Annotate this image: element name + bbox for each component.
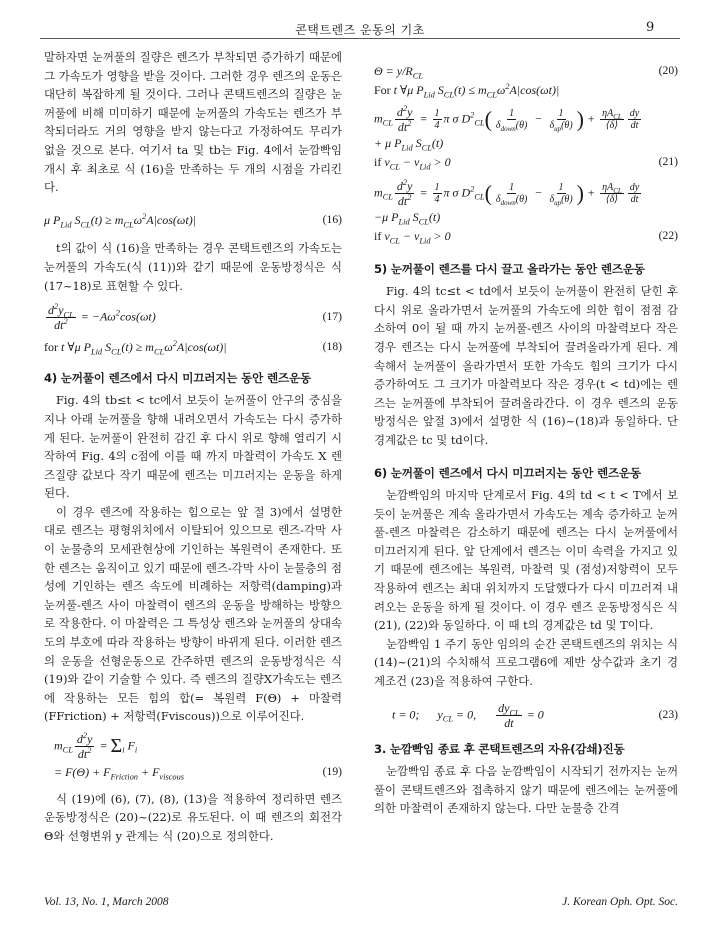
paragraph: 눈깜빡임 종료 후 다음 눈깜빡임이 시작되기 전까지는 눈꺼풀이 콘택트렌즈와 접촉하지 않기 때문에 렌즈에는 눈꺼풀에 의한 마찰력이 존재하지 않는다. 다만 눈물층 간격: [374, 764, 678, 816]
paragraph: 말하자면 눈꺼풀의 질량은 렌즈가 부착되면 증가하기 때문에 그 가속도가 영향을 받을 것이다. 그러한 경우 렌즈의 운동은 대단히 복잡하게 될 것이다. 그러나 콘택트렌즈의 질량은 눈꺼풀에 비해 미미하기 때문에 눈꺼풀의 가속도는 렌즈가 부착되더라도 거의 영향을 받지 않는다고 가정하여도 무리가 없을 것으로 본다. 여기서 ta 및 tb는 Fig. 4에서 눈깜빡임 개시 후 최초로 식 (16)을 만족하는 두 개의 시점을 가리킨다.: [44, 50, 342, 195]
equation-number: (17): [322, 310, 342, 324]
header-rule: [40, 38, 680, 39]
section-heading: 6) 눈꺼풀이 렌즈에서 다시 미끄러지는 동안 렌즈운동: [374, 465, 641, 480]
equation-number: (16): [322, 212, 342, 226]
equation-body: + μ $P_{Lid}$ $S_{CL}(t)$: [374, 136, 444, 153]
equation-22: [374, 227, 678, 246]
equation-body: $m_{CL}$ $\frac{d^2y}{dt^2}$ = $\Sigma_i$ $F_i$: [54, 731, 138, 761]
equation-16: [44, 211, 342, 230]
equation-23: [374, 701, 678, 730]
equation-body: μ $P_{Lid}$ $S_{CL}(t) \ge m_{CL}\omega^2A|\cos(\omega t)|$: [44, 211, 197, 230]
equation-21-friction: [374, 134, 678, 153]
equation-20-condition: [374, 81, 678, 100]
equation-body: t = 0; $y_{CL} = 0$, $\frac{dy_{CL}}{dt}$ = 0: [392, 700, 544, 730]
section-heading: 4) 눈꺼풀이 렌즈에서 다시 미끄러지는 동안 렌즈운동: [44, 370, 311, 385]
equation-body: = $F(\Theta) + F_{Friction} + F_{viscous}$: [54, 765, 185, 782]
equation-body: For t ∀μ $P_{Lid}$ $S_{CL}(t) \le m_{CL}\omega^2A|\cos(\omega t)|$: [374, 81, 560, 99]
equation-21: [374, 153, 678, 172]
equation-20: [374, 62, 678, 81]
equation-number: (23): [658, 707, 678, 721]
equation-19-line1: [54, 732, 342, 761]
page-number: 9: [646, 20, 655, 35]
equation-body: −μ $P_{Lid}$ $S_{CL}(t)$: [374, 210, 441, 227]
running-title: 콘택트렌즈 운동의 기초: [295, 23, 425, 37]
paragraph: 이 경우 렌즈에 작용하는 힘으로는 앞 절 3)에서 설명한 대로 렌즈는 평형위치에서 이탈되어 있으므로 렌즈-각막 사이 눈물층의 모세관현상에 기인하는 복원력이 존재한다. 또한 렌즈는 움직이고 있기 때문에 렌즈-각막 사이 눈물층의 점성에 기인하는 렌즈 속도에 비례하는 저항력(damping)과 눈꺼풀-렌즈 사이 마찰력이 렌즈의 운동을 방해하는 방향으로 작용한다. 이 마찰력은 그 특성상 렌즈와 눈꺼풀의 상대속도의 부호에 따라 작용하는 방향이 바뀌게 된다. 이러한 렌즈의 운동을 선형운동으로 간주하면 렌즈의 운동방정식은 식 (19)와 같이 기술할 수 있다. 즉 렌즈의 질량X가속도는 렌즈에 작용하는 모든 힘의 합(= 복원력 F(Θ) + 마찰력(FFriction) + 저항력(Fviscous))으로 이루어진다.: [44, 504, 342, 724]
equation-body: $\frac{d^2y_{CL}}{dt^2}$ = $-A\omega^2\cos(\omega t)$: [48, 302, 156, 333]
paragraph: Fig. 4의 tb≤t < tc에서 보듯이 눈꺼풀이 안구의 중심을 지나 아래 눈꺼풀을 향해 내려오면서 가속도는 다시 증가하게 된다. 눈꺼풀이 완전히 감긴 후 다시 위로 향해 열리기 시작하여 Fig. 4의 c점에 이를 때 까지 마찰력이 가속도 X 렌즈질량 값보다 작기 때문에 렌즈는 미끄러지는 운동을 하게 된다.: [44, 393, 342, 501]
footer-journal-name: J. Korean Oph. Opt. Soc.: [562, 896, 678, 908]
equation-body: if $v_{CL} - v_{Lid} > 0$: [374, 228, 451, 246]
equation-body: if $v_{CL} - v_{Lid} > 0$: [374, 154, 451, 172]
equation-body: $m_{CL}$ $\frac{d^2y}{dt^2}$ = $\frac{1}{4}$ π σ $D^2_{CL}$( $\frac{1}{\delta_{down}(\theta)}$ − $\frac{1}{\delta_{up}(\theta)}$ ) + $\frac{\eta A_{CL}}{⟨\delta⟩}$ $\frac{dy}{dt}$: [374, 178, 640, 209]
equation-19: [54, 763, 342, 782]
left-column: [44, 48, 342, 845]
section-heading: 5) 눈꺼풀이 렌즈를 다시 끌고 올라가는 동안 렌즈운동: [374, 261, 645, 276]
equation-22-friction: [374, 208, 678, 227]
equation-body: $m_{CL}$ $\frac{d^2y}{dt^2}$ = $\frac{1}{4}$ π σ $D^2_{CL}$( $\frac{1}{\delta_{down}(\theta)}$ − $\frac{1}{\delta_{up}(\theta)}$ ) + $\frac{\eta A_{CL}}{⟨\delta⟩}$ $\frac{dy}{dt}$: [374, 104, 640, 135]
equation-number: (20): [658, 64, 678, 77]
equation-number: (21): [658, 154, 678, 168]
equation-21-body: [374, 105, 678, 134]
equation-17: [44, 303, 342, 332]
section-heading: 3. 눈깜빡임 종료 후 콘택트렌즈의 자유(감쇄)진동: [374, 741, 625, 756]
paragraph: 눈깜빡임 1 주기 동안 임의의 순간 콘택트렌즈의 위치는 식 (14)~(21)의 수치해석 프로그램6에 제반 상수값과 초기 경계조건 (23)을 적용하여 구한다.: [374, 636, 678, 689]
paragraph: t의 값이 식 (16)을 만족하는 경우 콘택트렌즈의 가속도는 눈꺼풀의 가속도(식 (11))와 같기 때문에 운동방정식은 식 (17~18)로 표현할 수 있다.: [44, 241, 342, 293]
footer-journal-volume: Vol. 13, No. 1, March 2008: [44, 896, 169, 908]
equation-body: $\Theta = y/R_{CL}$: [374, 64, 424, 81]
paragraph: Fig. 4의 tc≤t < td에서 보듯이 눈꺼풀이 완전히 닫힌 후 다시 위로 올라가면서 눈꺼풀의 가속도에 의한 힘이 점점 감소하여 0이 될 때 까지 눈꺼풀-렌즈 사이의 마찰력보다 작은 경우 렌즈는 다시 눈꺼풀에 부착되어 끌려올라가게 된다. 계속해서 눈꺼풀이 올라가면서 또한 가속도 힘의 크기가 다시 증가하여도 그 크기가 마찰력보다 작은 경우(t < td)에는 렌즈는 눈꺼풀에 부착되어 끌려올라간다. 이 경우 렌즈의 운동방정식은 앞절 3)에서 설명한 식 (16)~(18)과 동일하다. 단 경계값은 tc 및 td이다.: [374, 284, 678, 447]
equation-18: [44, 338, 342, 357]
right-column: [374, 48, 678, 818]
equation-body: for t ∀μ $P_{Lid}$ $S_{CL}(t) \ge m_{CL}\omega^2A|\cos(\omega t)|$: [44, 339, 227, 357]
paragraph: 눈깜빡임의 마지막 단계로서 Fig. 4의 td < t < T에서 보듯이 눈꺼풀은 계속 올라가면서 가속도는 계속 증가하고 눈꺼풀-렌즈 마찰력은 감소하기 때문에 렌즈는 다시 눈꺼풀에서 미끄러지게 된다. 앞 단계에서 렌즈는 이미 속력을 가지고 있기 때문에 렌즈에는 복원력, 마찰력 및 (점성)저항력이 모두 작용하여 렌즈는 최대 위치까지 도달했다가 다시 미끄러져 내려오는 운동을 하게 될 것이다. 이 경우 렌즈 운동방정식은 식 (21), (22)와 동일하다. 이 때 t의 경계값은 td 및 T이다.: [374, 488, 678, 633]
equation-22-body: [374, 179, 678, 208]
equation-number: (19): [322, 765, 342, 778]
equation-number: (22): [658, 228, 678, 242]
equation-number: (18): [322, 340, 342, 354]
paragraph: 식 (19)에 (6), (7), (8), (13)을 적용하여 정리하면 렌즈 운동방정식은 (20)~(22)로 유도된다. 이 때 렌즈의 회전각 Θ와 선형변위 y 관계는 식 (20)으로 정의한다.: [44, 791, 342, 843]
